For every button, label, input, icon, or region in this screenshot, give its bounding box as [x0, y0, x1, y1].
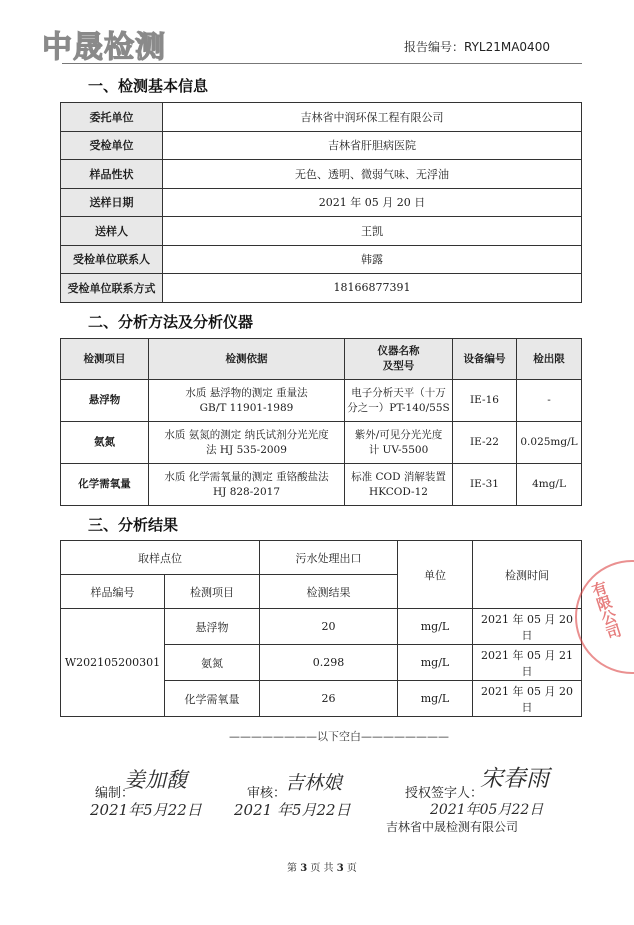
method-table [60, 338, 582, 506]
header-instrument-line2: 及型号 [382, 360, 415, 372]
limit-cell: 4mg/L [517, 464, 582, 506]
item-cell: 悬浮物 [165, 609, 260, 645]
basis-cell [149, 464, 345, 506]
instrument-cell [345, 422, 453, 464]
basis-line2: GB/T 11901-1989 [199, 401, 294, 414]
row-label: 委托单位 [61, 103, 163, 132]
review-date: 2021 年5月22日 [234, 801, 351, 819]
header-limit: 检出限 [517, 339, 582, 380]
instrument-cell [345, 380, 453, 422]
table-row [61, 464, 582, 506]
approve-label: 授权签字人： [405, 786, 484, 801]
basis-line1: 水质 化学需氧量的测定 重铬酸盐法 [164, 470, 329, 483]
basis-line2: 法 HJ 535-2009 [206, 443, 287, 456]
table-row [61, 422, 582, 464]
instrument-line2: 计 UV-5500 [368, 443, 429, 456]
device-cell: IE-22 [453, 422, 517, 464]
review-signature: 吉林娘 [285, 772, 343, 794]
table-row [61, 188, 582, 217]
unit-cell: mg/L [398, 681, 473, 717]
basis-cell [149, 380, 345, 422]
table-row [61, 274, 582, 303]
basis-line1: 水质 悬浮物的测定 重量法 [185, 386, 308, 399]
row-label: 送样日期 [61, 188, 163, 217]
header-sampling-point: 取样点位 [61, 541, 260, 575]
row-value: 无色、透明、微弱气味、无浮油 [163, 160, 582, 189]
item-cell: 氨氮 [61, 422, 149, 464]
result-cell: 20 [260, 609, 398, 645]
review-label: 审核： [247, 786, 287, 801]
section1-title: 一、检测基本信息 [88, 77, 209, 95]
header-item: 检测项目 [165, 575, 260, 609]
section2-title: 二、分析方法及分析仪器 [88, 313, 254, 331]
instrument-line1: 标准 COD 消解装置 [351, 470, 446, 483]
page-mid: 页 共 [310, 863, 334, 874]
instrument-line1: 紫外/可见分光光度 [354, 428, 443, 441]
header-instrument [345, 339, 453, 380]
instrument-line2: 分之一）PT-140/55S [347, 401, 450, 414]
basis-line1: 水质 氨氮的测定 纳氏试剂分光光度 [164, 428, 329, 441]
instrument-line2: HKCOD-12 [369, 485, 428, 498]
device-cell: IE-16 [453, 380, 517, 422]
header-time: 检测时间 [473, 541, 582, 609]
header-result: 检测结果 [260, 575, 398, 609]
row-value: 韩露 [163, 245, 582, 274]
header-device-no: 设备编号 [453, 339, 517, 380]
result-table [60, 540, 582, 717]
row-value: 18166877391 [163, 274, 582, 303]
item-cell: 氨氮 [165, 645, 260, 681]
page-current: 3 [300, 863, 308, 874]
sample-no-cell: W202105200301 [61, 609, 165, 717]
row-value: 2021 年 05 月 20 日 [163, 188, 582, 217]
header-sample-no: 样品编号 [61, 575, 165, 609]
limit-cell: 0.025mg/L [517, 422, 582, 464]
header-unit: 单位 [398, 541, 473, 609]
header-instrument-line1: 仪器名称 [377, 345, 420, 357]
approve-signature: 宋春雨 [480, 766, 549, 792]
header-outlet: 污水处理出口 [260, 541, 398, 575]
header-basis: 检测依据 [149, 339, 345, 380]
report-number: 报告编号：RYL21MA0400 [404, 40, 550, 54]
row-label: 送样人 [61, 217, 163, 246]
unit-cell: mg/L [398, 609, 473, 645]
compile-date: 2021年5月22日 [90, 801, 202, 819]
company-name: 吉林省中晟检测有限公司 [386, 820, 519, 834]
approve-date: 2021年05月22日 [430, 802, 544, 818]
table-row [61, 131, 582, 160]
header-item: 检测项目 [61, 339, 149, 380]
row-label: 受检单位联系人 [61, 245, 163, 274]
table-row [61, 217, 582, 246]
instrument-cell [345, 464, 453, 506]
header-divider [62, 63, 582, 64]
item-cell: 悬浮物 [61, 380, 149, 422]
seal-text: 有限公司 [588, 578, 624, 642]
row-label: 受检单位联系方式 [61, 274, 163, 303]
time-cell: 2021 年 05 月 20 日 [473, 681, 582, 717]
result-cell: 0.298 [260, 645, 398, 681]
row-value: 王凯 [163, 217, 582, 246]
result-cell: 26 [260, 681, 398, 717]
table-row [61, 245, 582, 274]
table-row [61, 160, 582, 189]
item-cell: 化学需氧量 [61, 464, 149, 506]
row-value: 吉林省肝胆病医院 [163, 131, 582, 160]
item-cell: 化学需氧量 [165, 681, 260, 717]
table-row [61, 609, 582, 645]
compile-label: 编制： [95, 786, 135, 801]
limit-cell: - [517, 380, 582, 422]
page-indicator [287, 859, 357, 874]
page-suffix: 页 [346, 863, 357, 874]
table-header-row [61, 339, 582, 380]
basic-info-table [60, 102, 582, 303]
basis-line2: HJ 828-2017 [212, 485, 280, 498]
time-cell: 2021 年 05 月 21 日 [473, 645, 582, 681]
table-header-row [61, 541, 582, 575]
device-cell: IE-31 [453, 464, 517, 506]
section3-title: 三、分析结果 [88, 516, 179, 534]
row-label: 受检单位 [61, 131, 163, 160]
page-prefix: 第 [287, 863, 297, 874]
compile-signature: 姜加馥 [124, 768, 187, 792]
blank-marker: ————————以下空白———————— [229, 730, 449, 743]
time-cell: 2021 年 05 月 20 日 [473, 609, 582, 645]
unit-cell: mg/L [398, 645, 473, 681]
basis-cell [149, 422, 345, 464]
company-logo: 中晟检测 [42, 30, 166, 65]
table-row [61, 103, 582, 132]
row-value: 吉林省中润环保工程有限公司 [163, 103, 582, 132]
table-row [61, 380, 582, 422]
instrument-line1: 电子分析天平（十万 [351, 386, 446, 399]
page-total: 3 [336, 863, 344, 874]
row-label: 样品性状 [61, 160, 163, 189]
